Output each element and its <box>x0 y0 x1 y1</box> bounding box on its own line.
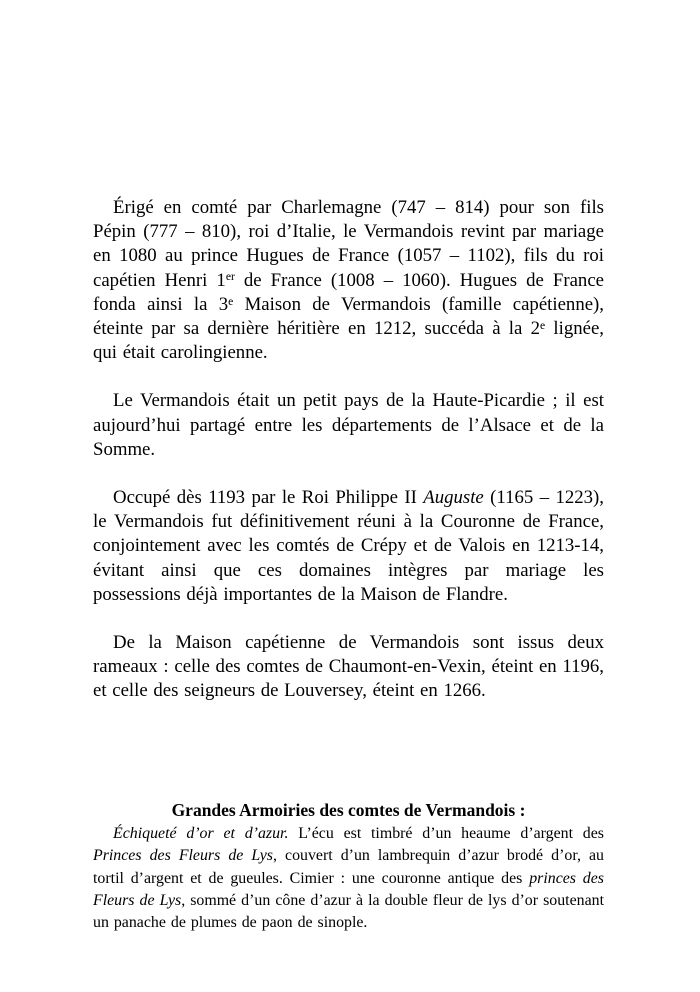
text-run: De la Maison capétienne de Vermandois sont issus deux rameaux : celle des comtes de Chaumont-en-Vexin, éteint en 1196, et celle des seigneurs de Louversey, éteint en 1266. <box>93 632 604 702</box>
text-run: Le Vermandois était un petit pays de la Haute-Picardie ; il est aujourd’hui partagé entre les départements de l’Alsace et de la Somme. <box>93 390 604 460</box>
text-run: L’écu est timbré d’un heaume d’argent des <box>288 824 604 842</box>
text-run: , couvert d’un lambrequin d’azur brodé d’or, au tortil d’argent et de gueules. Cimier : une couronne antique des <box>93 847 605 887</box>
text-run: e <box>539 318 546 332</box>
text-run: Princes des Fleurs de Lys <box>93 847 273 865</box>
body-paragraph-1 <box>93 196 604 365</box>
text-run: (1165 – 1223), le Vermandois fut définitivement réuni à la Couronne de France, conjointement avec les comtés de Crépy et de Valois en 1213-14, évitant ainsi que ces domaines intègres par mariage les possessions déjà importantes de la Maison de Flandre. <box>93 487 604 605</box>
section-heading: Grandes Armoiries des comtes de Vermandois : <box>171 799 526 820</box>
text-run: Érigé en comté par Charlemagne (747 – 814) pour son fils Pépin (777 – 810), roi d’Italie, le Vermandois revint par mariage en 1080 au prince Hugues de France (1057 – 1102), fils du roi capétien Henri 1 <box>93 197 604 291</box>
body-paragraph-2 <box>93 389 604 462</box>
text-run: e <box>228 294 234 308</box>
text-run: Occupé dès 1193 par le Roi Philippe II <box>113 487 424 509</box>
text-block <box>93 196 604 934</box>
text-run: er <box>225 270 235 284</box>
text-run: princes des Fleurs de Lys <box>93 869 604 909</box>
text-run: lignée, qui était carolingienne. <box>93 318 604 364</box>
body-paragraph-4 <box>93 631 604 704</box>
text-run: Échiqueté d’or et d’azur. <box>113 824 289 842</box>
text-run: de France (1008 – 1060). Hugues de France fonda ainsi la 3 <box>93 269 604 315</box>
body-paragraph-3 <box>93 486 604 607</box>
text-run: Auguste <box>423 487 484 509</box>
text-run: Maison de Vermandois (famille capétienne), éteinte par sa dernière héritière en 1212, succéda à la 2 <box>93 293 604 340</box>
blazon-paragraph <box>93 823 604 934</box>
text-run: , sommé d’un cône d’azur à la double fleur de lys d’or soutenant un panache de plumes de paon de sinople. <box>93 891 604 932</box>
